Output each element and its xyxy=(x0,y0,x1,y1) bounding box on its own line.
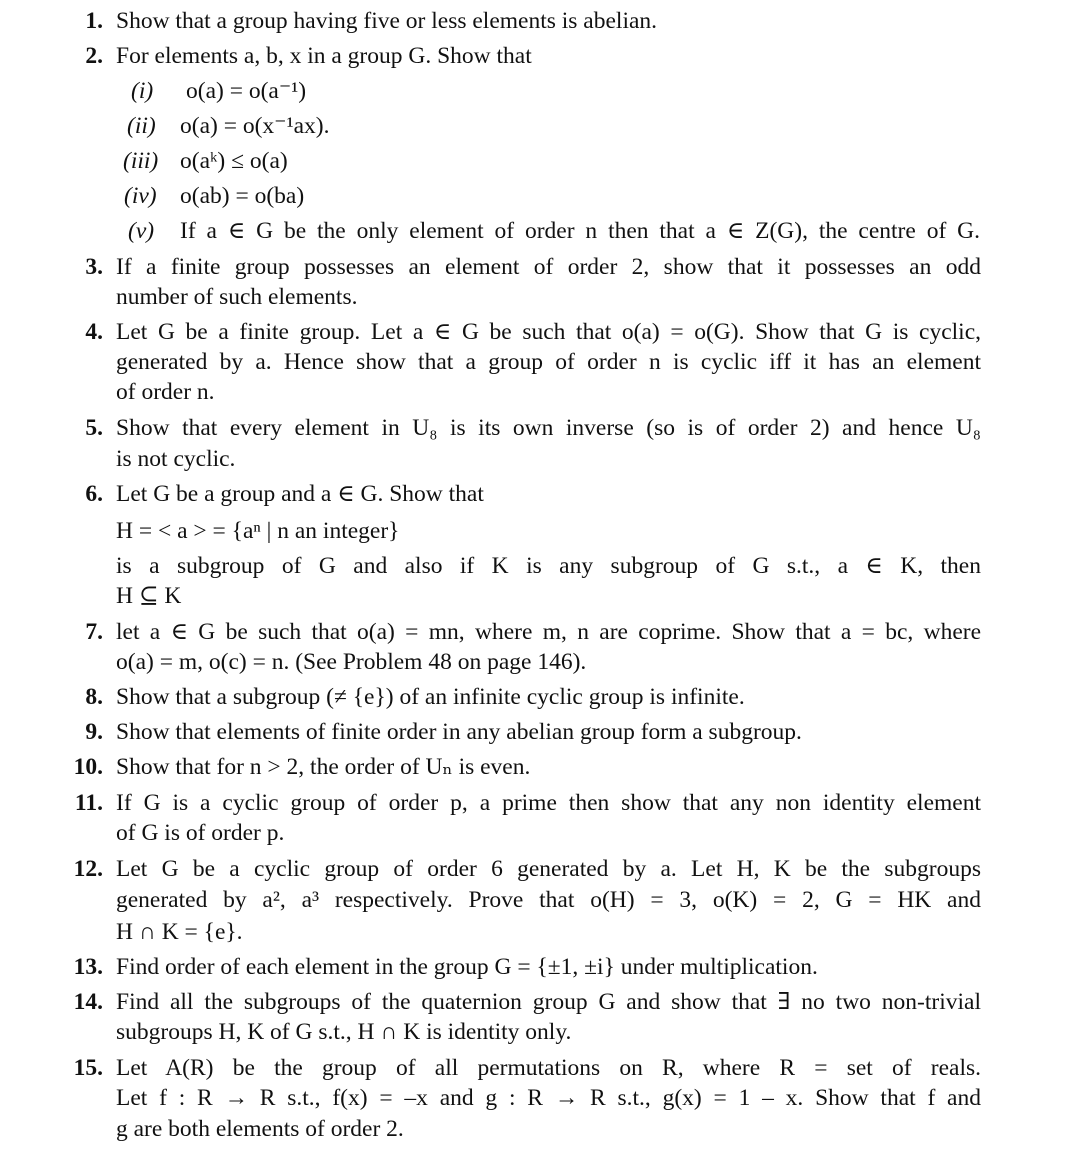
part-label: (v) xyxy=(128,218,155,244)
part-text: If a ∈ G be the only element of order n then that a ∈ Z(G), the centre of G. xyxy=(180,218,980,244)
problem-number: 6. xyxy=(85,481,103,507)
problem-text: generated by a. Hence show that a group of order n is cyclic iff it has an element xyxy=(116,349,981,375)
problem-text: H ∩ K = {e}. xyxy=(116,919,243,945)
problem-text: Let G be a cyclic group of order 6 generated by a. Let H, K be the subgroups xyxy=(116,856,981,882)
problem-text: Find all the subgroups of the quaternion group G and show that ∃ no two non-trivial xyxy=(116,989,981,1015)
problem-text: Show that a group having five or less elements is abelian. xyxy=(116,8,658,34)
problem-text: Find order of each element in the group G = {±1, ±i} under multiplication. xyxy=(116,954,818,980)
problem-text: Let f : R → R s.t., f(x) = –x and g : R → R s.t., g(x) = 1 – x. Show that f and xyxy=(116,1085,981,1111)
problem-text: Show that a subgroup (≠ {e}) of an infinite cyclic group is infinite. xyxy=(116,684,745,710)
part-text: o(aᵏ) ≤ o(a) xyxy=(180,148,288,174)
part-label: (ii) xyxy=(127,113,156,139)
problem-number: 13. xyxy=(73,954,103,980)
problem-text: let a ∈ G be such that o(a) = mn, where m, n are coprime. Show that a = bc, where xyxy=(116,619,981,645)
problem-text: subgroups H, K of G s.t., H ∩ K is identity only. xyxy=(116,1019,572,1045)
problem-text: If a finite group possesses an element of order 2, show that it possesses an odd xyxy=(116,254,981,280)
problem-number: 1. xyxy=(85,8,103,34)
problem-number: 10. xyxy=(73,754,103,780)
problem-text: H = < a > = {aⁿ | n an integer} xyxy=(116,518,400,544)
part-text: o(a) = o(x⁻¹ax). xyxy=(180,113,330,139)
problem-number: 7. xyxy=(85,619,103,645)
problem-number: 11. xyxy=(74,790,103,816)
problem-number: 12. xyxy=(73,856,103,882)
problem-text: H ⊆ K xyxy=(116,583,182,609)
problem-text: of G is of order p. xyxy=(116,820,285,846)
problem-text: is not cyclic. xyxy=(116,446,236,472)
problem-text: is a subgroup of G and also if K is any subgroup of G s.t., a ∈ K, then xyxy=(116,553,981,579)
problem-number: 9. xyxy=(85,719,103,745)
problem-text: Show that every element in U₈ is its own inverse (so is of order 2) and hence U₈ xyxy=(116,415,981,441)
part-label: (iv) xyxy=(124,183,157,209)
problem-text: g are both elements of order 2. xyxy=(116,1116,404,1142)
problem-text: Let G be a group and a ∈ G. Show that xyxy=(116,481,484,507)
part-label: (iii) xyxy=(123,148,159,174)
problem-number: 15. xyxy=(73,1055,103,1081)
part-label: (i) xyxy=(131,78,154,104)
problem-text: number of such elements. xyxy=(116,284,358,310)
problem-text: Show that for n > 2, the order of Uₙ is even. xyxy=(116,754,531,780)
problem-text: generated by a², a³ respectively. Prove that o(H) = 3, o(K) = 2, G = HK and xyxy=(116,887,981,913)
problem-text: Let G be a finite group. Let a ∈ G be such that o(a) = o(G). Show that G is cyclic, xyxy=(116,319,981,345)
problem-text: Let A(R) be the group of all permutations on R, where R = set of reals. xyxy=(116,1055,981,1081)
problem-text: o(a) = m, o(c) = n. (See Problem 48 on page 146). xyxy=(116,649,587,675)
problem-number: 5. xyxy=(85,415,103,441)
problem-text: Show that elements of finite order in any abelian group form a subgroup. xyxy=(116,719,802,745)
part-text: o(ab) = o(ba) xyxy=(180,183,305,209)
problem-number: 4. xyxy=(85,319,103,345)
problem-text: For elements a, b, x in a group G. Show that xyxy=(116,43,532,69)
problem-text: If G is a cyclic group of order p, a prime then show that any non identity element xyxy=(116,790,981,816)
part-text: o(a) = o(a⁻¹) xyxy=(186,78,307,104)
problem-number: 14. xyxy=(73,989,103,1015)
problem-number: 3. xyxy=(85,254,103,280)
problem-number: 8. xyxy=(85,684,103,710)
problem-number: 2. xyxy=(85,43,103,69)
problem-text: of order n. xyxy=(116,379,215,405)
